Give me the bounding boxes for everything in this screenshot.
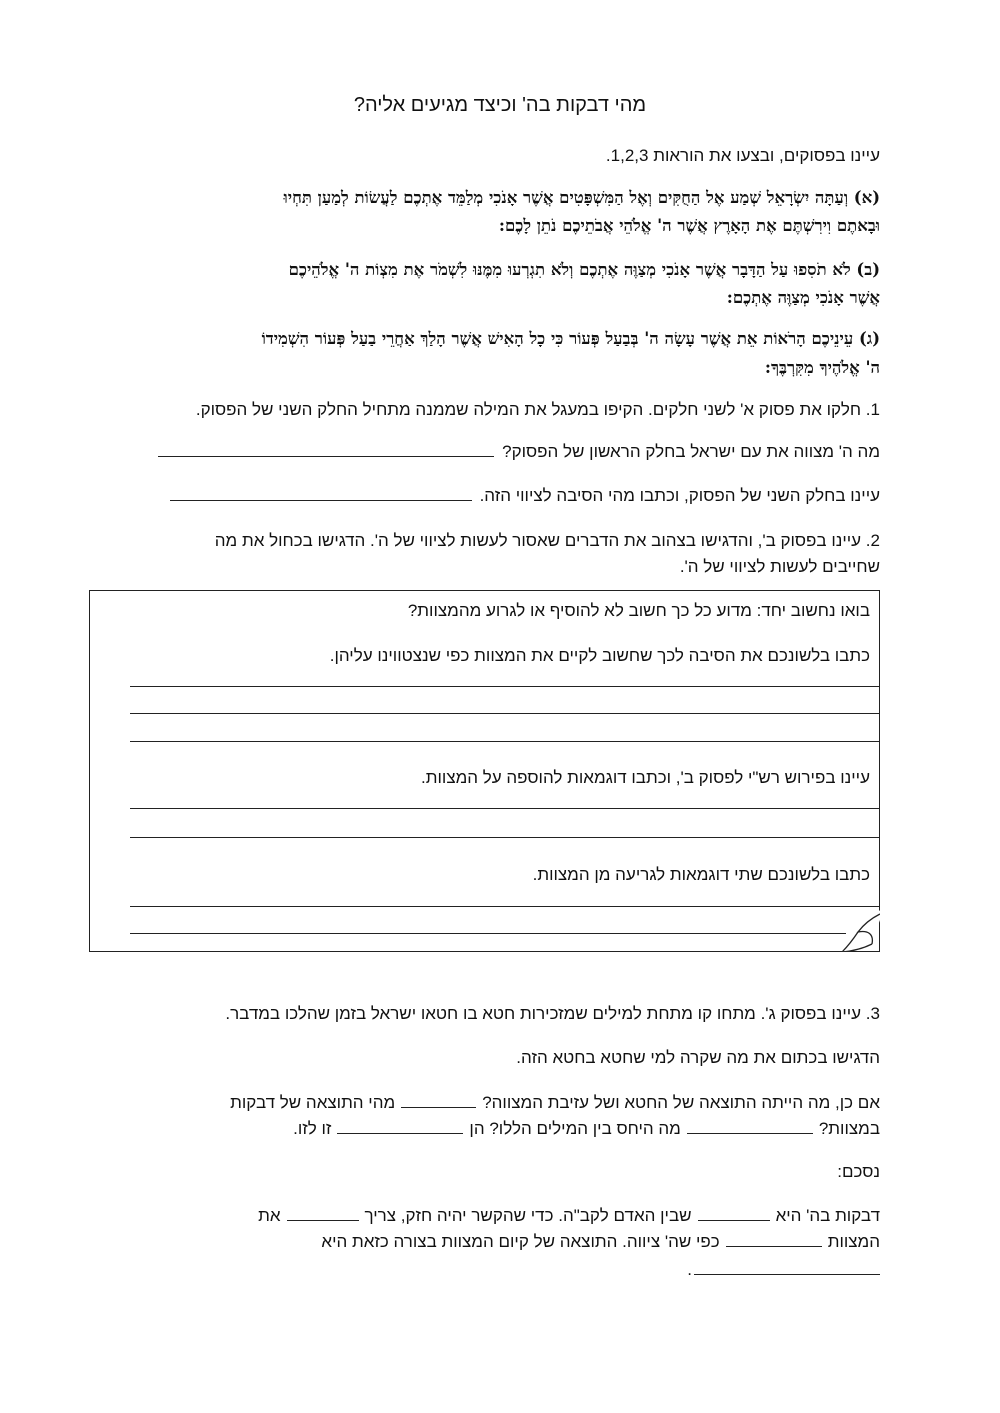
blank-how-to-keep[interactable]	[726, 1230, 822, 1247]
summary-result: כפי שה' ציווה. התוצאה של קיום המצוות בצורה כזאת היא	[321, 1232, 720, 1251]
blank-result-of-sin[interactable]	[401, 1091, 476, 1108]
box-prompt-2: עיינו בפירוש רש"י לפסוק ב', וכתבו דוגמאות להוספה על המצוות.	[421, 768, 870, 787]
part-3-in-mitzvot: במצוות?	[818, 1119, 880, 1138]
verse-c-line-1: (ג) עֵינֵיכֶם הָרֹאוֹת אֵת אֲשֶׁר עָשָׂה ה' בְּבַעַל פְּעוֹר כִּי כָל הָאִישׁ אֲשֶׁר הָלַךְ אַחֲרֵי בַעַל פְּעוֹר הִשְׁמִידוֹ	[261, 329, 880, 348]
answer-line-box-5[interactable]	[130, 837, 880, 838]
blank-relation[interactable]	[337, 1117, 463, 1134]
summary-row-3	[120, 1257, 880, 1283]
page-title: מהי דבקות בה' וכיצד מגיעים אליה?	[353, 94, 647, 116]
answer-line-box-6[interactable]	[130, 906, 880, 907]
answer-line-box-2[interactable]	[130, 713, 880, 714]
summary-label: נסכם:	[837, 1162, 880, 1181]
box-prompt-1: כתבו בלשונכם את הסיבה לכך שחשוב לקיים את המצוות כפי שנצטווינו עליהן.	[329, 646, 870, 665]
blank-devotion-is[interactable]	[698, 1204, 770, 1221]
part-3-question-result: אם כן, מה הייתה התוצאה של החטא ושל עזיבת המצווה?	[482, 1093, 880, 1112]
blank-must[interactable]	[287, 1204, 359, 1221]
question-2: עיינו בחלק השני של הפסוק, וכתבו מהי הסיבה לציווי הזה.	[479, 486, 880, 505]
summary-row-1	[120, 1203, 880, 1229]
summary-period: .	[687, 1260, 692, 1279]
blank-result-of-devotion[interactable]	[687, 1117, 813, 1134]
instructions: עיינו בפסוקים, ובצעו את הוראות 1,2,3.	[605, 146, 880, 165]
answer-line-q1[interactable]	[158, 440, 494, 457]
page-curl-icon	[842, 910, 880, 952]
part-3-relation: מה היחס בין המילים הללו? הן	[469, 1119, 681, 1138]
task-2-line-2: שחייבים לעשות לציווי של ה'.	[679, 557, 880, 576]
part-3-row-1	[120, 1090, 880, 1116]
task-3: 3. עיינו בפסוק ג'. מתחו קו מתחת למילים שמזכירות חטא בו חטאו ישראל בזמן שהלכו במדבר.	[225, 1004, 880, 1023]
part-3-question-devotion: מהי התוצאה של דבקות	[230, 1093, 396, 1112]
box-heading: בואו נחשוב יחד: מדוע כל כך חשוב לא להוסיף או לגרוע מהמצוות?	[407, 601, 870, 620]
question-2-row	[120, 483, 880, 509]
answer-line-q2[interactable]	[170, 484, 472, 501]
verse-b-line-1: (ב) לֹא תֹסִפוּ עַל הַדָּבָר אֲשֶׁר אָנֹכִי מְצַוֶּה אֶתְכֶם וְלֹא תִגְרְעוּ מִמֶּנּוּ לִשְׁמֹר אֶת מִצְוֹת ה' אֱלֹהֵיכֶם	[288, 260, 880, 279]
answer-line-box-4[interactable]	[130, 808, 880, 809]
verse-b-line-2: אֲשֶׁר אָנֹכִי מְצַוֶּה אֶתְכֶם:	[726, 288, 880, 307]
answer-line-box-7[interactable]	[130, 933, 846, 934]
question-1-row	[120, 439, 880, 465]
summary-mitzvot: המצוות	[827, 1232, 880, 1251]
summary-connection: שבין האדם לקב"ה. כדי שהקשר יהיה חזק, צריך	[364, 1206, 692, 1225]
part-3-row-2	[120, 1116, 880, 1142]
answer-line-box-1[interactable]	[130, 686, 880, 687]
box-prompt-3: כתבו בלשונכם שתי דוגמאות לגריעה מן המצוות.	[532, 865, 870, 884]
task-3-emphasize: הדגישו בכתום את מה שקרה למי שחטא בחטא הזה.	[516, 1048, 880, 1067]
verse-a-line-1: (א) וְעַתָּה יִשְׂרָאֵל שְׁמַע אֶל הַחֻקִּים וְאֶל הַמִּשְׁפָּטִים אֲשֶׁר אָנֹכִי מְלַמֵּד אֶתְכֶם לַעֲשׂוֹת לְמַעַן תִּחְיוּ	[283, 188, 880, 207]
summary-row-2	[120, 1229, 880, 1255]
summary-et: את	[258, 1206, 281, 1225]
task-1: 1. חלקו את פסוק א' לשני חלקים. הקיפו במעגל את המילה שממנה מתחיל החלק השני של הפסוק.	[195, 400, 880, 419]
verse-a-line-2: וּבָאתֶם וִירִשְׁתֶּם אֶת הָאָרֶץ אֲשֶׁר ה' אֱלֹהֵי אֲבֹתֵיכֶם נֹתֵן לָכֶם:	[498, 216, 880, 235]
summary-devotion-is: דבקות בה' היא	[775, 1206, 880, 1225]
answer-line-box-3[interactable]	[130, 741, 880, 742]
blank-final-result[interactable]	[694, 1258, 880, 1275]
question-1: מה ה' מצווה את עם ישראל בחלק הראשון של הפסוק?	[502, 442, 880, 461]
verse-c-line-2: ה' אֱלֹהֶיךָ מִקִּרְבֶּךָ:	[764, 358, 880, 377]
part-3-to-each-other: זו לזו.	[293, 1119, 332, 1138]
task-2-line-1: 2. עיינו בפסוק ב', והדגישו בצהוב את הדברים שאסור לעשות לציווי של ה'. הדגישו בכחול את מה	[214, 531, 880, 550]
